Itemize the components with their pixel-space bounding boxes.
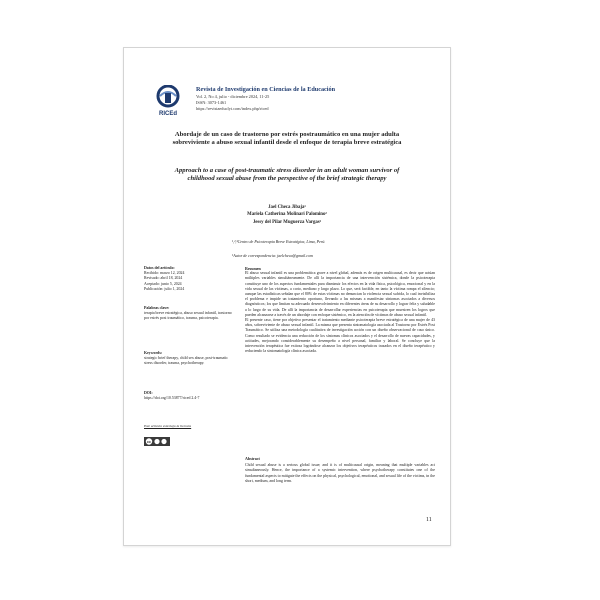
keywords-en (144, 351, 232, 367)
doi-block (144, 391, 232, 401)
journal-volume: Vol. 2, No 4, julio - diciembre 2024, 11-25 (196, 94, 270, 99)
dates-heading: Datos del artículo: (144, 266, 175, 270)
author-name: Mariela Catherina Molinari Palomino² (247, 212, 327, 218)
corresponding-author: ¹Autor de correspondencia: jaelcheca@gmail.com (232, 253, 313, 258)
svg-text:cc: cc (147, 440, 151, 444)
keywords-en-text: strategic brief therapy, child sex abuse, post-traumatic stress disorder, trauma, psychotherapy. (144, 356, 229, 366)
journal-title: Revista de Investigación en Ciencias de la Educación (196, 86, 336, 93)
riced-logo-text: RICEd (159, 111, 177, 117)
doi-heading: DOI: (144, 391, 153, 395)
license-text[interactable]: Este artículo está bajo la licencia (144, 424, 192, 428)
author-name: Jael Checa Jibaja¹ (268, 205, 306, 210)
article-title-es: Abordaje de un caso de trastorno por estrés postraumático en una mujer adulta sobreviviente a abuso sexual infantil desde el enfoque de terapia breve estratégica (172, 131, 402, 147)
resumen-section (245, 266, 435, 354)
page-number: 11 (426, 517, 432, 523)
article-title-en: Approach to a case of post-traumatic stress disorder in an adult woman survivor of childhood sexual abuse from the perspective of the brief strategic therapy (174, 167, 400, 183)
doi-link[interactable]: https://doi.org/10.53877/riced 2.4-7 (144, 396, 200, 401)
resumen-heading: Resumen (245, 266, 261, 271)
resumen-paragraph: El abuso sexual infantil es una problemática grave a nivel global, además es de origen multicausal, es decir que actúan múltiples variables simultáneamente. De allí la importancia de una intervención sistémica, donde la psicoterapia constituye uno de los aspectos fundamentales para disminuir los efectos en la vida física, psicológica, emocional y en la vida sexual de las víctimas, a corto, mediano y largo plazo. Lo que, será factible, en tanto la víctima rompa el silencio; aunque las estadísticas señalan que el 80% de estas víctimas no denuncian la violencia sexual sufrida, lo cual invisibiliza el problema e impide un tratamiento oportuno, llevando a las mismas a manifestar síntomas asociados a diversos diagnósticos; los que limitan su adecuado desenvolvimiento en diferentes áreas de su desarrollo y lograr feliz y saludable a lo largo de su vida. De allí la importancia de desarrollar experiencias en psicoterapia que muestren los logros que pueden alcanzarse a través de un abordaje con enfoque sistémico, en la atención de víctimas de abuso sexual infantil. (245, 271, 435, 317)
keywords-es-heading: Palabras clave: (144, 306, 170, 310)
resumen-paragraph: El presente caso, tiene por objetivo presentar el tratamiento mediante psicoterapia breve estratégica de una mujer de 43 años, sobreviviente de abuso sexual infantil. La misma que presenta sintomatología asociada al Trastorno por Estrés Post Traumático. Se utiliza una metodología cualitativa de investigación acción con un diseño observacional de caso único. Como resultado se evidencia una reducción de los síntomas clínicos asociados y el desarrollo de nuevas capacidades, y actitudes, mejorando considerablemente su desempeño a nivel personal, familiar y laboral. Se concluye que la intervención terapéutica fue exitosa lográndose alcanzar los objetivos terapéuticos trazados en el diseño terapéutico y reduciendo la sintomatología clínica asociada. (245, 318, 435, 354)
keywords-es (144, 306, 232, 322)
abstract-section (245, 456, 435, 484)
journal-issn: ISSN: 3073-1461 (196, 100, 227, 105)
document-page (123, 47, 451, 546)
keywords-en-heading: Keywords: (144, 351, 163, 355)
author-list (124, 204, 450, 226)
creative-commons-badge[interactable] (144, 437, 170, 446)
date-revised: Revisado: abril 18, 2024 (144, 276, 183, 281)
abstract-heading: Abstract (245, 456, 260, 461)
date-received: Recibido: marzo 12, 2024 (144, 271, 185, 276)
journal-url[interactable]: https://revistaeduclyt.com/index.php/riced (196, 106, 269, 111)
author-affiliation: ¹,²,³Centro de Psicoterapia Breve Estratégica, Lima, Perú. (232, 239, 326, 244)
date-accepted: Aceptado: junio 5, 2024 (144, 281, 182, 286)
riced-logo (154, 85, 182, 117)
abstract-paragraph: Child sexual abuse is a serious global issue; and it is of multicausal origin, meaning that multiple variables act simultaneously. Hence, the importance of a systemic intervention, where psychotherapy constitutes one of the fundamental aspects to mitigate the effects on the physical, psychological, emotional, and sexual life of the victims, in the short, medium, and long term. (245, 463, 435, 483)
article-dates (144, 266, 232, 292)
date-published: Publicación: julio 1, 2024 (144, 286, 185, 291)
keywords-es-text: terapia breve estratégica, abuso sexual infantil, trastorno por estrés post traumático, trauma, psicoterapia. (144, 311, 232, 321)
author-name: Jessy del Pilar Muguerza Vargas³ (252, 219, 322, 225)
